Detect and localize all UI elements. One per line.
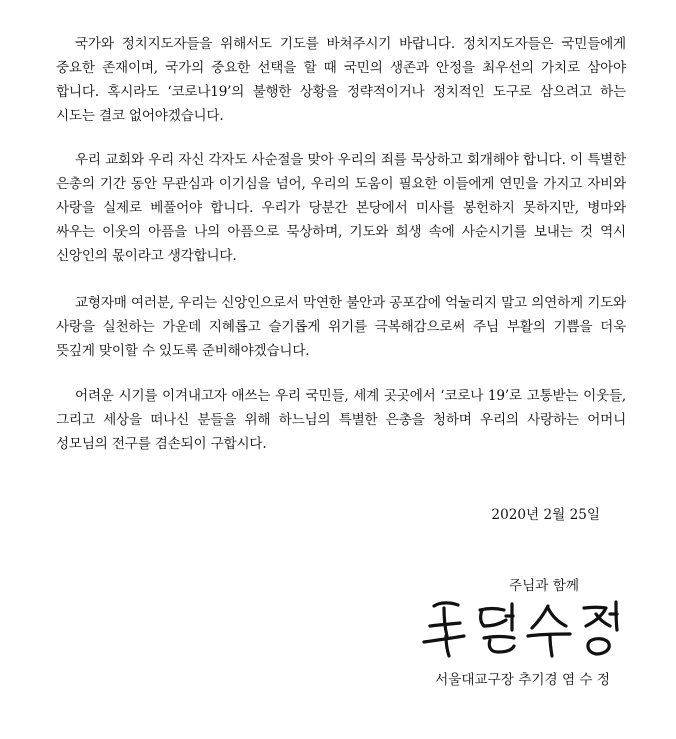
letter-paragraph-4: 어려운 시기를 이겨내고자 애쓰는 우리 국민들, 세계 곳곳에서 ‘코로나 19’로 고통받는 이웃들, 그리고 세상을 떠나신 분들을 위해 하느님의 특별한 은총을 청하며 우리의 사랑하는 어머니 성모님의 전구를 겸손되이 구합시다.	[56, 388, 626, 452]
letter-date: 2020년 2월 25일	[491, 507, 600, 523]
signer-name: 서울대교구장 추기경 염 수 정	[435, 672, 610, 688]
closing-phrase: 주님과 함께	[509, 578, 579, 594]
letter-paragraph-3: 교형자매 여러분, 우리는 신앙인으로서 막연한 불안과 공포감에 억눌리지 말고 의연하게 기도와 사랑을 실천하는 가운데 지혜롭고 슬기롭게 위기를 극복해감으로써 주님 부활의 기쁨을 더욱 뜻깊게 맞이할 수 있도록 준비해야겠습니다.	[56, 295, 626, 359]
handwritten-signature	[420, 596, 625, 660]
letter-paragraph-2: 우리 교회와 우리 자신 각자도 사순절을 맞아 우리의 죄를 묵상하고 회개해야 합니다. 이 특별한 은총의 기간 동안 무관심과 이기심을 넘어, 우리의 도움이 필요한 이들에게 연민을 가지고 자비와 사랑을 실제로 베풀어야 합니다. 우리가 당분간 본당에서 미사를 봉헌하지 못하지만, 병마와 싸우는 이웃의 아픔을 나의 아픔으로 묵상하며, 기도와 희생 속에 사순시기를 보내는 것 역시 신앙인의 몫이라고 생각합니다.	[56, 152, 626, 264]
letter-paragraph-1: 국가와 정치지도자들을 위해서도 기도를 바쳐주시기 바랍니다. 정치지도자들은 국민들에게 중요한 존재이며, 국가의 중요한 선택을 할 때 국민의 생존과 안정을 최우선의 가치로 삼아야 합니다. 혹시라도 ‘코로나19’의 불행한 상황을 정략적이거나 정치적인 도구로 삼으려고 하는 시도는 결코 없어야겠습니다.	[56, 36, 626, 124]
